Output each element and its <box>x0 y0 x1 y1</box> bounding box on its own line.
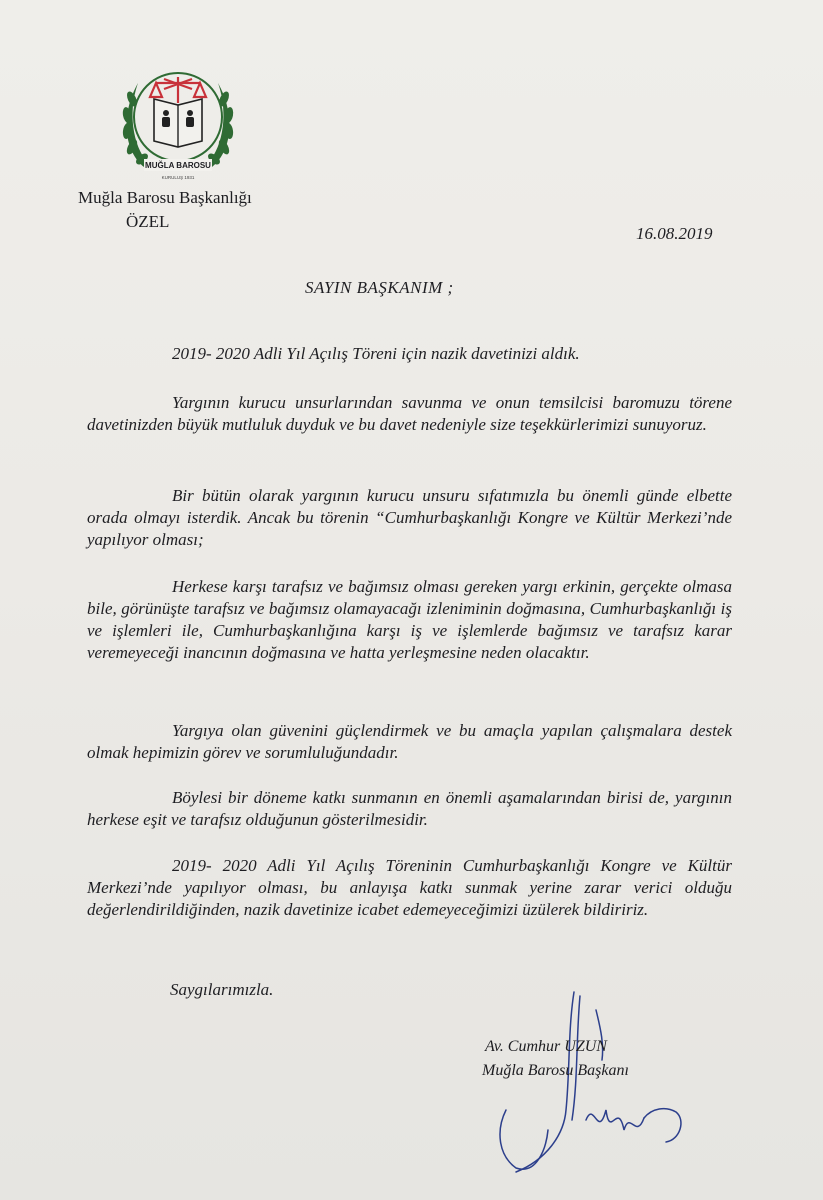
letter-date: 16.08.2019 <box>636 224 713 243</box>
closing-remark: Saygılarımızla. <box>170 980 274 999</box>
paragraph-4: Herkese karşı tarafsız ve bağımsız olması gereken yargı erkinin, gerçekte olmasa bile, görünüşte tarafsız ve bağımsız olamayacağı izleniminin doğmasına, Cumhurbaşkanlığı iş ve işlemleri ile, Cumhurbaşkanlığına karşı iş ve işlemlerde bağımsız ve tarafsız karar veremeyeceği inancının doğmasına ve hatta yerleşmesine neden olacaktır. <box>87 577 732 662</box>
handwritten-signature <box>476 990 706 1180</box>
svg-text:MUĞLA BAROSU: MUĞLA BAROSU <box>145 161 211 170</box>
paragraph-6: Böylesi bir döneme katkı sunmanın en önemli aşamalarından birisi de, yargının herkese eşit ve tarafsız olduğunun gösterilmesidir. <box>87 788 732 829</box>
paragraph-1: 2019- 2020 Adli Yıl Açılış Töreni için nazik davetinizi aldık. <box>172 344 580 363</box>
paragraph-7: 2019- 2020 Adli Yıl Açılış Töreninin Cumhurbaşkanlığı Kongre ve Kültür Merkezi’nde yapılıyor olması, bu anlayışa katkı sunmak yerine zarar verici olduğu değerlendirildiğinden, nazik davetinize icabet edemeyeceğimizi üzülerek bildiririz. <box>87 856 732 919</box>
svg-text:KURULUŞ 1931: KURULUŞ 1931 <box>161 175 195 180</box>
organization-name: Muğla Barosu Başkanlığı <box>78 188 252 207</box>
signatory-name: Av. Cumhur UZUN <box>485 1038 607 1055</box>
paragraph-3: Bir bütün olarak yargının kurucu unsuru sıfatımızla bu önemli günde elbette orada olmayı isterdik. Ancak bu törenin “Cumhurbaşkanlığı Kongre ve Kültür Merkezi’nde yapılıyor olması; <box>87 486 732 549</box>
salutation: SAYIN BAŞKANIM ; <box>305 278 454 297</box>
paragraph-5: Yargıya olan güvenini güçlendirmek ve bu amaçla yapılan çalışmalara destek olmak hepimizin görev ve sorumluluğundadır. <box>87 721 732 762</box>
bar-association-logo <box>114 55 242 183</box>
classification-label: ÖZEL <box>126 212 170 231</box>
signatory-title: Muğla Barosu Başkanı <box>482 1062 629 1079</box>
paragraph-2: Yargının kurucu unsurlarından savunma ve onun temsilcisi baromuzu törene davetinizden büyük mutluluk duyduk ve bu davet nedeniyle size teşekkürlerimizi sunuyoruz. <box>87 393 732 434</box>
